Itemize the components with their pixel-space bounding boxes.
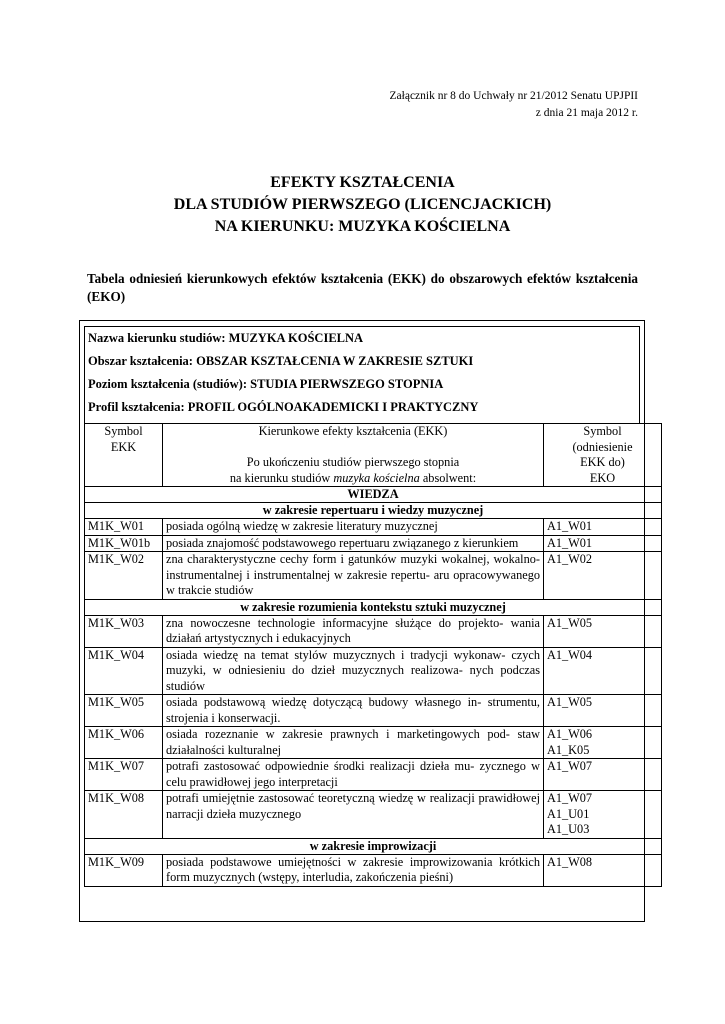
table-row [85, 854, 662, 886]
section-row [85, 838, 662, 854]
section-row [85, 599, 662, 615]
attachment-note-line2: z dnia 21 maja 2012 r. [535, 107, 638, 119]
row-eko-item: A1_W01 [547, 519, 593, 533]
header-symbol-ekk-line2: EKK [110, 439, 137, 454]
section-row [85, 503, 662, 519]
header-ekk-sub1: Po ukończeniu studiów pierwszego stopnia [246, 455, 460, 469]
table-row [85, 519, 662, 536]
row-description: osiada rozeznanie w zakresie prawnych i marketingowych pod- staw działalności kulturalnej [163, 727, 544, 759]
row-symbol: M1K_W02 [85, 552, 163, 600]
row-symbol: M1K_W09 [85, 854, 163, 886]
header-ekk-sub2 [166, 471, 540, 487]
row-description: zna nowoczesne technologie informacyjne służące do projekto- wania działań artystycznych i edukacyjnych [163, 615, 544, 647]
header-ekk-sub2-post: absolwent: [419, 470, 477, 485]
row-eko-item: A1_U01 [547, 806, 590, 821]
table-row [85, 535, 662, 552]
title-line1: EFEKTY KSZTAŁCENIA [270, 174, 455, 191]
section-repertuar: w zakresie repertuaru i wiedzy muzycznej [85, 503, 662, 519]
row-description: potrafi umiejętnie zastosować teoretyczną wiedzę w realizacji prawidłowej narracji dzieła muzycznego [163, 791, 544, 839]
row-symbol: M1K_W06 [85, 727, 163, 759]
row-eko-item: A1_W01 [547, 535, 593, 550]
row-eko-item: A1_W02 [547, 552, 593, 566]
program-profile: Profil kształcenia: PROFIL OGÓLNOAKADEMICKI I PRAKTYCZNY [88, 400, 479, 414]
table-row [85, 759, 662, 791]
row-eko [544, 695, 662, 727]
row-eko [544, 759, 662, 791]
row-eko-item: A1_W06 [547, 727, 593, 741]
row-description: osiada podstawową wiedzę dotyczącą budowy własnego in- strumentu, strojenia i konserwacji. [163, 695, 544, 727]
row-eko [544, 552, 662, 600]
row-eko-item: A1_K05 [547, 742, 590, 757]
row-eko-item: A1_W05 [547, 615, 593, 630]
header-symbol-eko [544, 424, 662, 487]
title-line2: DLA STUDIÓW PIERWSZEGO (LICENCJACKICH) [173, 196, 552, 213]
row-description: posiada ogólną wiedzę w zakresie literatury muzycznej [163, 519, 544, 536]
row-eko-item: A1_W04 [547, 647, 593, 662]
program-info [84, 326, 640, 423]
row-description: posiada znajomość podstawowego repertuaru związanego z kierunkiem [163, 535, 544, 552]
table-caption: Tabela odniesień kierunkowych efektów kształcenia (EKK) do obszarowych efektów kształcenia (EKO) [87, 271, 638, 304]
title-line3: NA KIERUNKU: MUZYKA KOŚCIELNA [214, 218, 511, 235]
header-symbol-eko-line2: (odniesienie [572, 439, 633, 454]
section-row [85, 487, 662, 503]
row-symbol: M1K_W03 [85, 615, 163, 647]
row-description: osiada wiedzę na temat stylów muzycznych i tradycji wykonaw- czych muzyki, w odniesieniu do dzieł muzycznych realizowa- nych podczas studiów [163, 647, 544, 695]
ekk-table [84, 423, 662, 887]
row-eko [544, 727, 662, 759]
header-ekk [163, 424, 544, 487]
header-symbol-eko-line3: EKK do) [580, 455, 625, 469]
row-eko [544, 519, 662, 536]
row-eko [544, 535, 662, 552]
row-symbol: M1K_W01b [85, 535, 163, 552]
section-wiedza: WIEDZA [85, 487, 662, 503]
row-eko [544, 615, 662, 647]
row-eko [544, 647, 662, 695]
table-row [85, 552, 662, 600]
row-symbol: M1K_W08 [85, 791, 163, 839]
document-title [0, 172, 725, 238]
row-eko-item: A1_W05 [547, 695, 593, 709]
program-level: Poziom kształcenia (studiów): STUDIA PIERWSZEGO STOPNIA [88, 377, 444, 391]
row-eko-item: A1_W07 [547, 791, 593, 805]
table-row [85, 647, 662, 695]
row-eko-item: A1_U03 [547, 822, 590, 836]
row-symbol: M1K_W07 [85, 759, 163, 791]
header-symbol-eko-line4: EKO [589, 470, 616, 485]
table-row [85, 791, 662, 839]
header-ekk-title: Kierunkowe efekty kształcenia (EKK) [258, 424, 448, 438]
row-description: zna charakterystyczne cechy form i gatunków muzyki wokalnej, wokalno-instrumentalnej i instrumentalnej w zakresie repertu- aru opracowywanego w trakcie studiów [163, 552, 544, 600]
attachment-note-line1: Załącznik nr 8 do Uchwały nr 21/2012 Senatu UPJPII [389, 90, 638, 102]
table-row [85, 727, 662, 759]
table-row [85, 615, 662, 647]
section-improwizacja: w zakresie improwizacji [85, 838, 662, 854]
program-name: Nazwa kierunku studiów: MUZYKA KOŚCIELNA [88, 331, 364, 345]
row-symbol: M1K_W05 [85, 695, 163, 727]
header-symbol-ekk-line1: Symbol [104, 424, 143, 438]
header-symbol-eko-line1: Symbol [583, 424, 622, 438]
table-header-row [85, 424, 662, 487]
attachment-note [390, 88, 638, 122]
header-symbol-ekk [85, 424, 163, 487]
row-eko-item: A1_W08 [547, 854, 593, 869]
program-area: Obszar kształcenia: OBSZAR KSZTAŁCENIA W ZAKRESIE SZTUKI [88, 354, 474, 368]
row-eko-item: A1_W07 [547, 759, 593, 773]
row-symbol: M1K_W01 [85, 519, 163, 536]
row-description: posiada podstawowe umiejętności w zakresie improwizowania krótkich form muzycznych (wstępy, interludia, zakończenia pieśni) [163, 854, 544, 886]
row-description: potrafi zastosować odpowiednie środki realizacji dzieła mu- zycznego w celu prawidłowej jego interpretacji [163, 759, 544, 791]
row-eko [544, 854, 662, 886]
header-ekk-sub2-pre: na kierunku studiów [229, 470, 334, 485]
table-row [85, 695, 662, 727]
section-kontekst: w zakresie rozumienia kontekstu sztuki muzycznej [85, 599, 662, 615]
row-symbol: M1K_W04 [85, 647, 163, 695]
row-eko [544, 791, 662, 839]
header-ekk-sub2-em: muzyka kościelna [333, 470, 420, 485]
